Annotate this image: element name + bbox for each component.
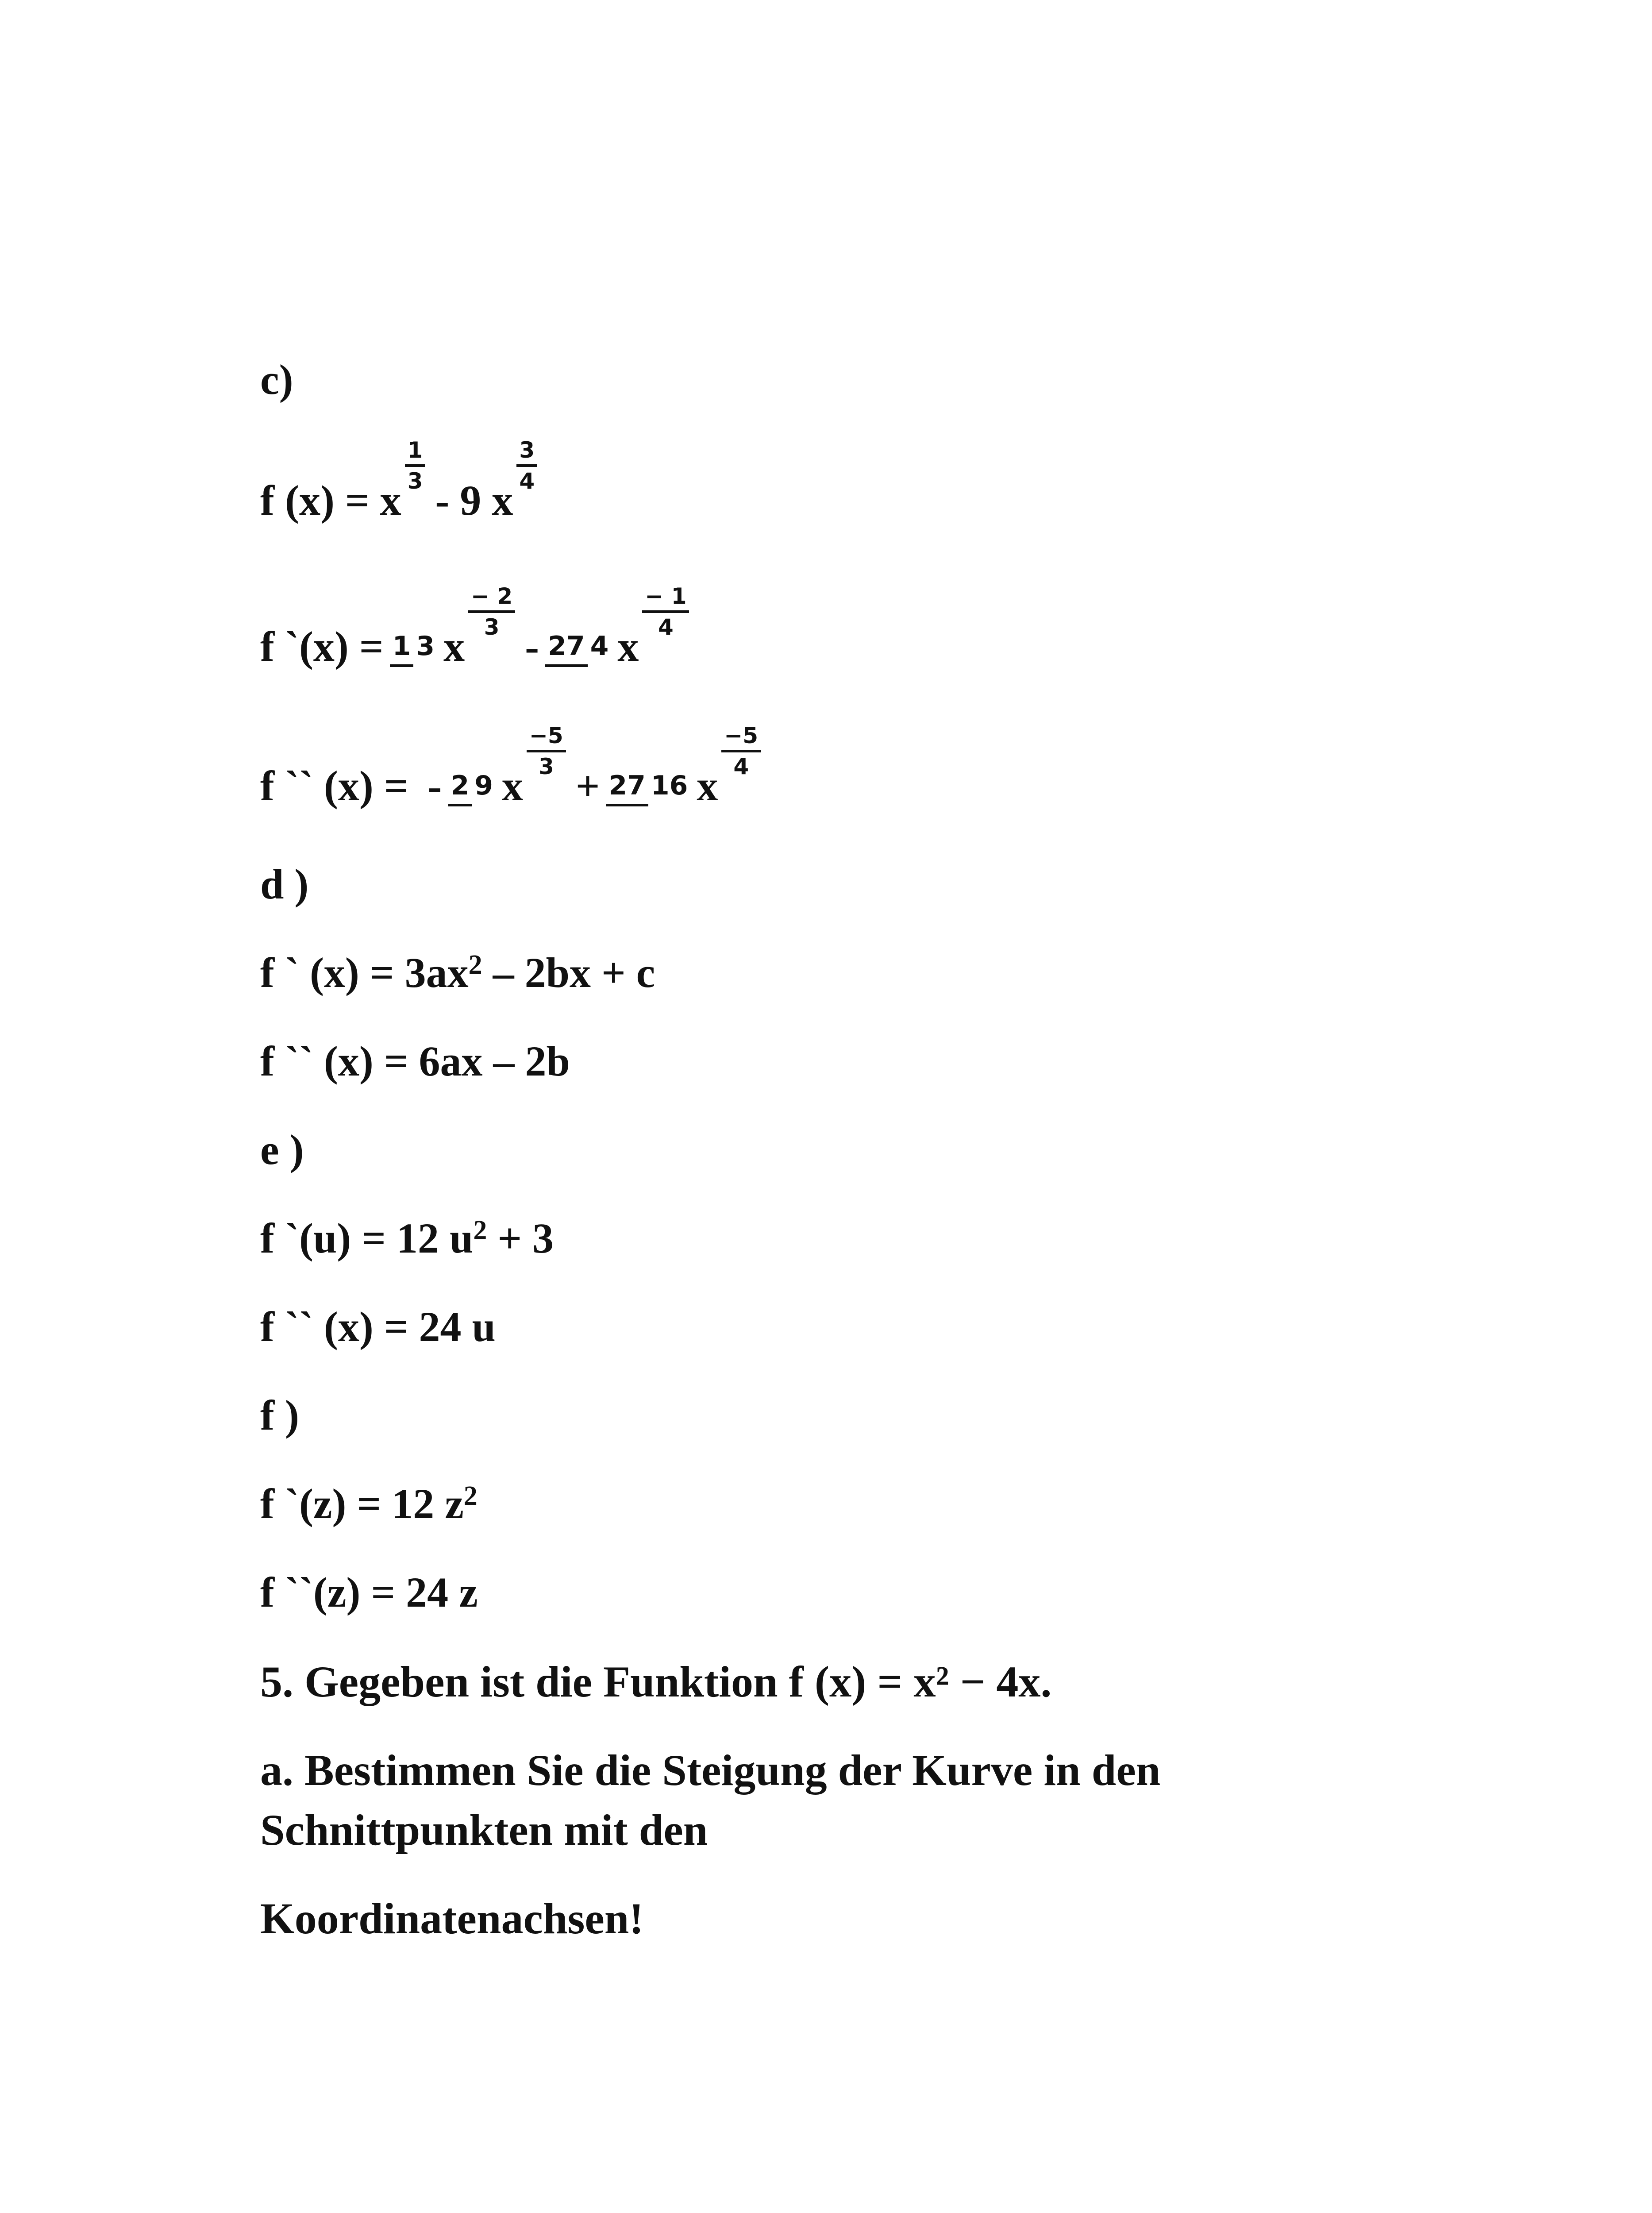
task-5-heading: 5. Gegeben ist die Funktion f (x) = x² − 4x. bbox=[260, 1657, 1052, 1706]
task-5a-line-2: Schnittpunkten mit den bbox=[260, 1805, 708, 1854]
variable-x: x bbox=[617, 622, 639, 670]
equation-lhs: f `(x) = bbox=[260, 622, 384, 670]
equation-d-f1: f ` $(x) = 3ax^2 - 2bx + c$ bbox=[260, 949, 655, 996]
equation-e-f2: f `` (x) = 24 u bbox=[260, 1303, 496, 1350]
exponent-2: $\frac{-5}{4}$ bbox=[721, 722, 761, 778]
equation-lhs: f (x) = x bbox=[260, 476, 401, 524]
coefficient-2: 27 4 bbox=[545, 632, 611, 660]
exponent-2: $\frac{3}{4}$ bbox=[516, 436, 537, 493]
equation-lhs: f `` (x) = bbox=[260, 762, 408, 810]
label-f: f ) bbox=[260, 1392, 299, 1439]
variable-x: x bbox=[502, 762, 524, 810]
variable-x: x bbox=[697, 762, 718, 810]
exponent-1: $\frac{- 2}{3}$ bbox=[468, 582, 515, 639]
exponent-2: $\frac{- 1}{4}$ bbox=[642, 582, 689, 639]
equation-f-f1: f `(z) = 12 $z^2$ bbox=[260, 1480, 478, 1527]
equation-d-f2: f `` (x) = 6ax – 2b bbox=[260, 1037, 570, 1085]
equation-c-f1 bbox=[260, 583, 689, 704]
equation-e-f1: f `(u) = 12 $u^2 + 3$ bbox=[260, 1214, 554, 1262]
equation-c-f2 bbox=[260, 722, 761, 845]
task-5a-line-1: a. Bestimmen Sie die Steigung der Kurve in den bbox=[260, 1746, 1161, 1795]
label-d: d ) bbox=[260, 860, 309, 908]
operator-minus: - bbox=[525, 622, 539, 670]
label-e: e ) bbox=[260, 1126, 304, 1173]
equation-c-f bbox=[260, 437, 537, 558]
exponent-1: $\frac{-5}{3}$ bbox=[527, 722, 566, 778]
variable-x: x bbox=[443, 622, 465, 670]
operator-minus: - bbox=[427, 762, 442, 810]
operator-plus: + bbox=[575, 762, 600, 810]
exponent-1: $\frac{1}{3}$ bbox=[405, 436, 426, 493]
coefficient-1: 1 3 bbox=[390, 632, 438, 660]
label-c: c) bbox=[260, 356, 293, 403]
coefficient-1: 2 9 bbox=[448, 772, 496, 800]
equation-f-f2: f ``(z) = 24 z bbox=[260, 1569, 478, 1616]
coefficient-2: 27 16 bbox=[606, 772, 690, 800]
task-5a-line-3: Koordinatenachsen! bbox=[260, 1894, 644, 1943]
equation-mid: - 9 x bbox=[435, 476, 513, 524]
